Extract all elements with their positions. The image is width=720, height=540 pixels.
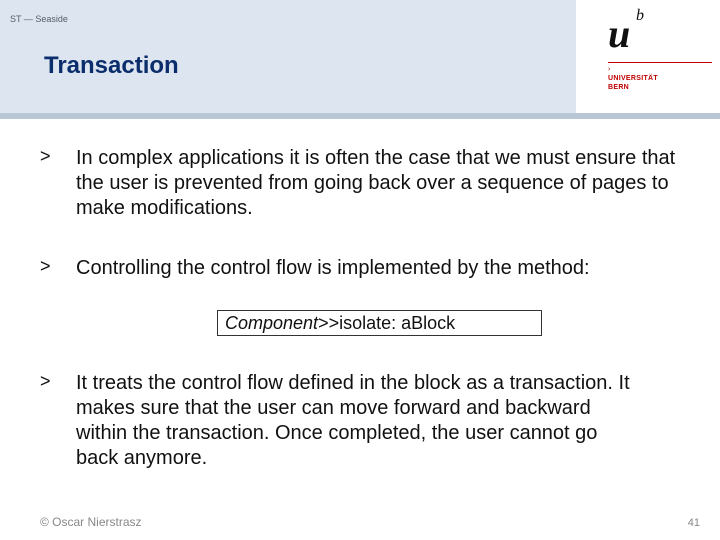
bullet-2 bbox=[40, 256, 680, 281]
slide-title: Transaction bbox=[44, 52, 179, 79]
logo-line-2: BERN bbox=[608, 84, 630, 91]
code-class-name: Component bbox=[225, 313, 319, 333]
bullet-3 bbox=[40, 371, 680, 471]
logo-text bbox=[608, 74, 658, 92]
bullet-text: It treats the control flow defined in the block as a transaction. It makes sure that the user can move forward and backward within the transaction. Once completed, the user cannot go back anymore. bbox=[76, 372, 630, 469]
page-number: 41 bbox=[687, 517, 700, 529]
course-label: ST — Seaside bbox=[10, 14, 68, 24]
university-logo bbox=[600, 8, 710, 98]
bullet-marker: > bbox=[40, 146, 51, 166]
code-selector: >>isolate: aBlock bbox=[318, 313, 456, 333]
bullet-1 bbox=[40, 146, 680, 221]
bullet-text: Controlling the control flow is implemented by the method: bbox=[76, 257, 590, 279]
footer-author: © Oscar Nierstrasz bbox=[40, 515, 142, 529]
bullet-marker: > bbox=[40, 256, 51, 276]
bullet-text: In complex applications it is often the case that we must ensure that the user is prevented from going back over a sequence of pages to make modifications. bbox=[76, 147, 676, 219]
logo-u-glyph: u bbox=[608, 11, 631, 56]
logo-line-1: UNIVERSITÄT bbox=[608, 75, 658, 82]
logo-b-glyph: b bbox=[636, 7, 644, 24]
code-snippet bbox=[217, 310, 542, 336]
header-divider bbox=[0, 113, 720, 119]
bullet-marker: > bbox=[40, 371, 51, 391]
logo-chevron-icon: › bbox=[608, 66, 611, 73]
logo-rule bbox=[608, 62, 712, 63]
